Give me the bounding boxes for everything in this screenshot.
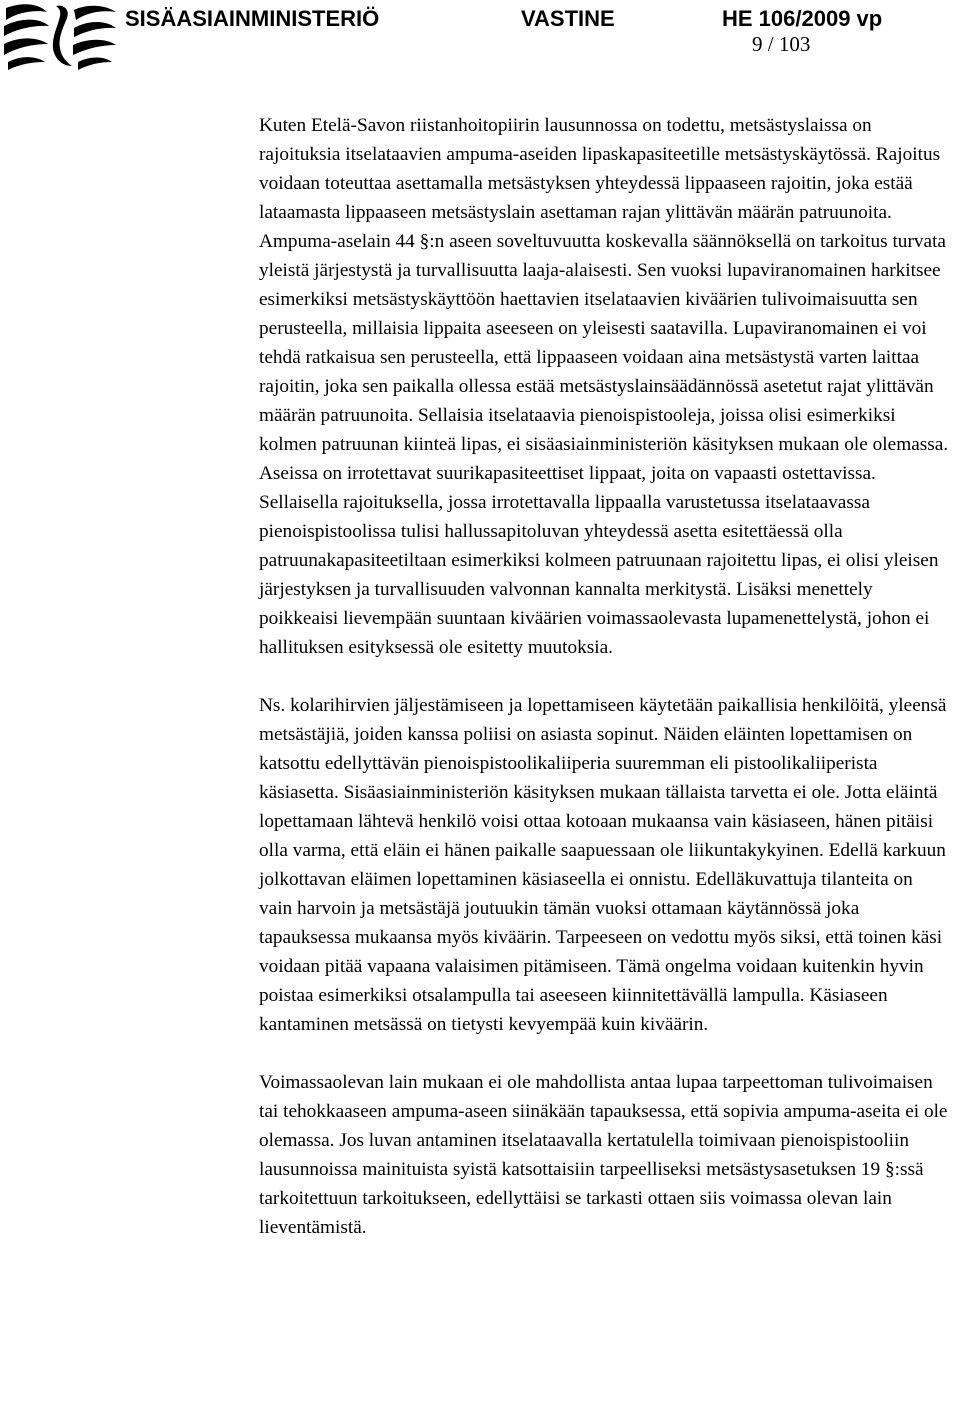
document-type: VASTINE xyxy=(521,6,615,31)
paragraph: Ns. kolarihirvien jäljestämiseen ja lopettamiseen käytetään paikallisia henkilöitä, yleensä metsästäjiä, joiden kanssa poliisi on asiasta sopinut. Näiden eläinten lopettamisen on katsottu edellyttävän pienoispistoolikaliiperia suuremman eli pistoolikaliiperista käsiasetta. Sisäasiainministeriön käsityksen mukaan tällaista tarvetta ei ole. Jotta eläintä lopettamaan lähtevä henkilö voisi ottaa kotoaan mukaansa vain käsiaseen, hänen pitäisi olla varma, että eläin ei hänen paikalle saapuessaan ole liikuntakykyinen. Edellä karkuun jolkottavan eläimen lopettaminen käsiaseella ei onnistu. Edelläkuvattuja tilanteita on vain harvoin ja metsästäjä joutuukin tämän vuoksi ottamaan käytännössä joka tapauksessa mukaansa myös kiväärin. Tarpeeseen on vedottu myös siksi, että toinen käsi voidaan pitää vapaana valaisimen pitämiseen. Tämä ongelma voidaan kuitenkin hyvin poistaa esimerkiksi otsalampulla tai aseeseen kiinnitettävällä lampulla. Käsiaseen kantaminen metsässä on tietysti kevyempää kuin kiväärin. xyxy=(259,695,947,1035)
ministry-logo xyxy=(0,0,118,72)
document-body xyxy=(259,111,949,1271)
page-number: 9 / 103 xyxy=(752,32,811,56)
document-reference: HE 106/2009 vp xyxy=(722,6,883,31)
ministry-name: SISÄASIAINMINISTERIÖ xyxy=(125,6,380,31)
paragraph: Voimassaolevan lain mukaan ei ole mahdollista antaa lupaa tarpeettoman tulivoimaisen tai tehokkaaseen ampuma-aseen siinäkään tapauksessa, että sopivia ampuma-aseita ei ole olemassa. Jos luvan antaminen itselataavalla kertatulella toimivaan pienoispistooliin lausunnoissa mainituista syistä katsottaisiin tarpeelliseksi metsästysasetuksen 19 §:ssä tarkoitettuun tarkoitukseen, edellyttäisi se tarkasti ottaen siis voimassa olevan lain lieventämistä. xyxy=(259,1072,948,1238)
paragraph: Kuten Etelä-Savon riistanhoitopiirin lausunnossa on todettu, metsästyslaissa on rajoituksia itselataavien ampuma-aseiden lipaskapasiteetille metsästyskäytössä. Rajoitus voidaan toteuttaa asettamalla metsästyksen yhteydessä lippaaseen rajoitin, joka estää lataamasta lippaaseen metsästyslain asettaman rajan ylittävän määrän patruunoita. Ampuma-aselain 44 §:n aseen soveltuvuutta koskevalla säännöksellä on tarkoitus turvata yleistä järjestystä ja turvallisuutta laaja-alaisesti. Sen vuoksi lupaviranomainen harkitsee esimerkiksi metsästyskäyttöön haettavien itselataavien kiväärien tulivoimaisuutta sen perusteella, millaisia lippaita aseeseen on yleisesti saatavilla. Lupaviranomainen ei voi tehdä ratkaisua sen perusteella, että lippaaseen voidaan aina metsästystä varten laittaa rajoitin, joka sen paikalla ollessa estää metsästyslainsäädännössä asetetut rajat ylittävän määrän patruunoita. Sellaisia itselataavia pienoispistooleja, joissa olisi esimerkiksi kolmen patruunan kiinteä lipas, ei sisäasiainministeriön käsityksen mukaan ole olemassa. Aseissa on irrotettavat suurikapasiteettiset lippaat, joita on vapaasti ostettavissa. Sellaisella rajoituksella, jossa irrotettavalla lippaalla varustetussa itselataavassa pienoispistoolissa tulisi hallussapitoluvan yhteydessä asetta esitettäessä olla patruunakapasiteetiltaan esimerkiksi kolmeen patruunaan rajoitettu lipas, ei olisi yleisen järjestyksen ja turvallisuuden valvonnan kannalta merkitystä. Lisäksi menettely poikkeaisi lievempään suuntaan kiväärien voimassaolevasta lupamenettelystä, johon ei hallituksen esityksessä ole esitetty muutoksia. xyxy=(259,115,949,658)
